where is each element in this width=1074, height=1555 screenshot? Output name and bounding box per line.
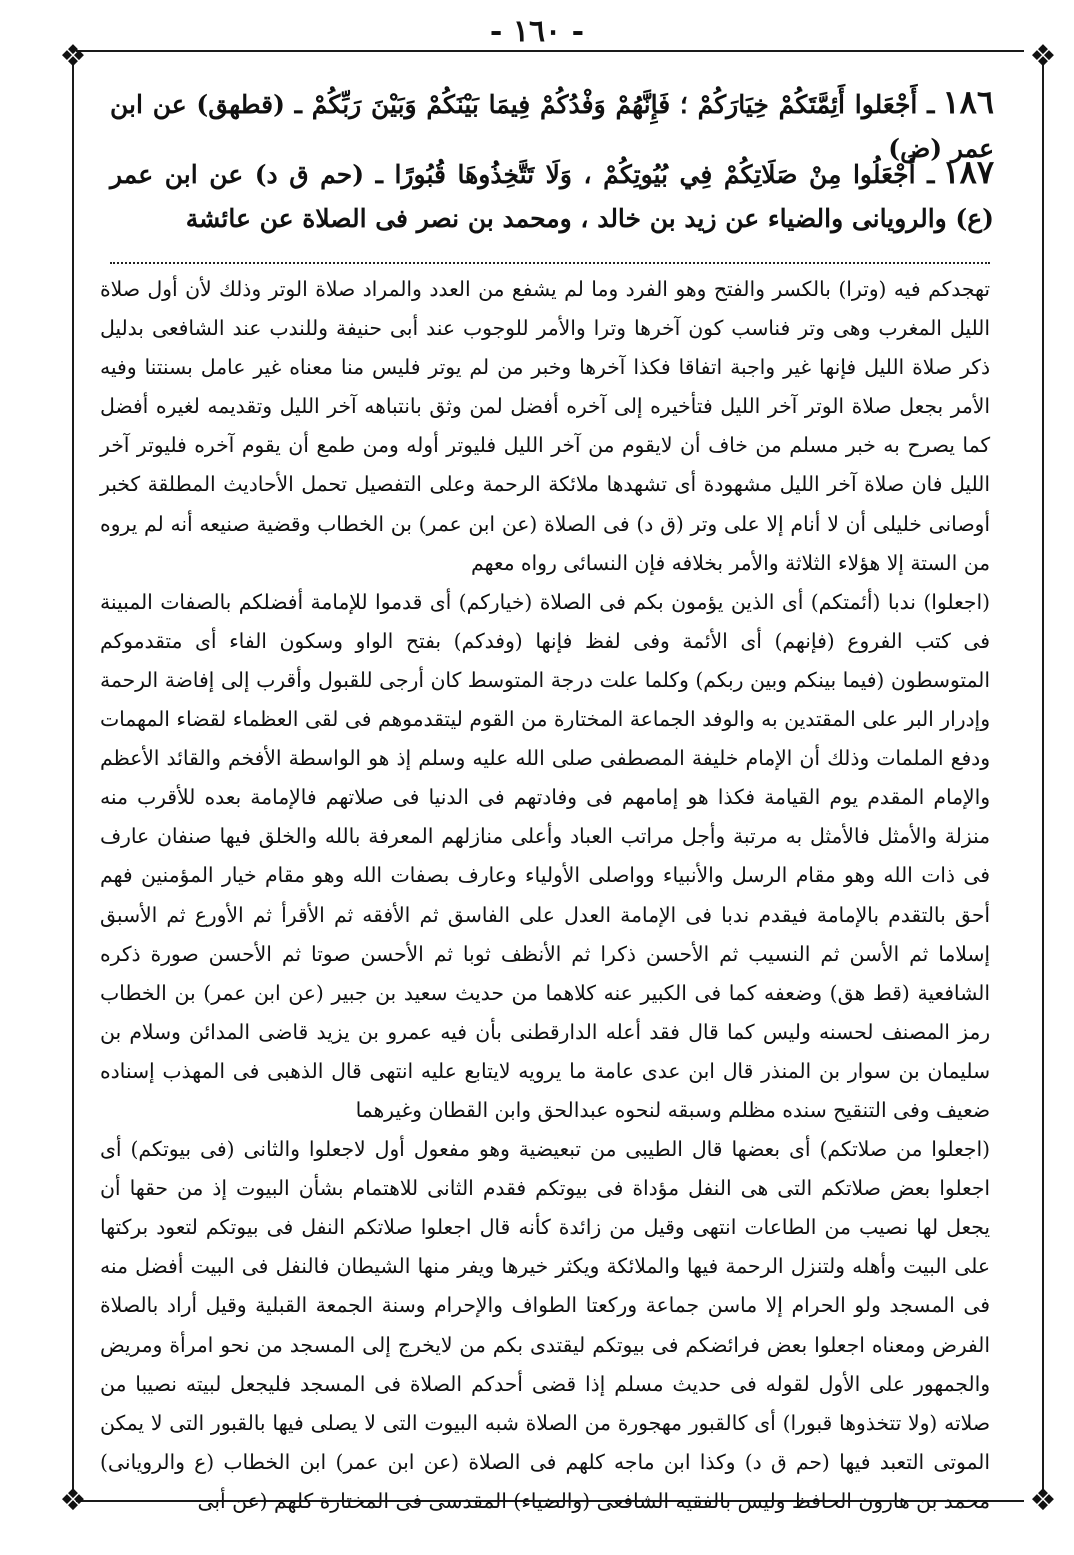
commentary-paragraph: (اجعلوا) ندبا (أئمتكم) أى الذين يؤمون بكم فى الصلاة (خياركم) أى قدموا للإمامة أفضلكم بالصفات المبينة فى كتب الفروع (فإنهم) أى الأئمة وفى لفظ فإنها (وفدكم) بفتح الواو وسكون الفاء أى متقدموكم المتوسطون (فيما بينكم وبين ربكم) وكلما علت درجة المتوسط كان أرجى للقبول وأقرب إلى إفاضة الرحمة وإدرار البر على المقتدين به والوفد الجماعة المختارة من القوم ليتقدموهم فى لقى العظماء لقضاء المهمات ودفع الملمات وذلك أن الإمام خليفة المصطفى صلى الله عليه وسلم إذ هو الواسطة الأفخم والقائد الأعظم والإمام المقدم يوم القيامة فكذا هو إمامهم فى وفادتهم فى الدنيا فى صلاتهم فالإمامة بعده للأقرب منه منزلة والأمثل فالأمثل به مرتبة وأجل مراتب العباد وأعلى منازلهم المعرفة بالله والخلق فيها صنفان عارف فى ذات الله وهو مقام الرسل والأنبياء وواصلى الأولياء وعارف بصفات الله وهو مقام خيار المؤمنين فهم أحق بالتقدم بالإمامة فيقدم ندبا فى الإمامة العدل على الفاسق ثم الأفقه ثم الأقرأ ثم الأورع ثم الأسبق إسلاما ثم الأسن ثم النسيب ثم الأحسن ذكرا ثم الأنظف ثوبا ثم الأحسن صوتا ثم الأحسن صورة ذكره الشافعية (قط هق) وضعفه كما فى الكبير عنه كلاهما من حديث سعيد بن جبير (عن ابن عمر) بن الخطاب رمز المصنف لحسنه وليس كما قال فقد أعله الدارقطنى بأن فيه عمرو بن يزيد قاضى المدائن وسلام بن سليمان بن سوار بن المنذر قال ابن عدى عامة ما يرويه لايتابع عليه انتهى قال الذهبى فى المهذب إسناده ضعيف وفى التنقيح سنده مظلم وسبقه لنحوه عبدالحق وابن القطان وغيرهما xyxy=(100,589,990,1122)
hadith-number: ١٨٧ xyxy=(942,153,994,191)
hadith-187 xyxy=(110,150,994,241)
corner-ornament-icon: ❖ xyxy=(1029,1483,1057,1518)
corner-ornament-icon: ❖ xyxy=(1029,39,1057,74)
hadith-text: ـ أَجْعَلُوا مِنْ صَلَاتِكُمْ فِي بُيُوتِكُمْ ، وَلَا تَتَّخِذُوهَا قُبُورًا ـ (حم ق د) عن ابن عمر (ع) والرويانى والضياء عن زيد بن خالد ، ومحمد بن نصر فى الصلاة عن عائشة xyxy=(110,160,994,233)
hadith-number: ١٨٦ xyxy=(942,83,994,121)
frame-right-rule xyxy=(1042,62,1044,1492)
page-number: - ١٦٠ - xyxy=(489,14,585,49)
commentary-paragraph: تهجدكم فيه (وترا) بالكسر والفتح وهو الفرد وما لم يشفع من العدد والمراد صلاة الوتر وذلك لأن أول صلاة الليل المغرب وهى وتر فناسب كون آخرها وترا والأمر للوجوب عند أبى حنيفة وللندب عند الشافعى بدليل ذكر صلاة الليل فإنها غير واجبة اتفاقا فكذا آخرها وخبر من لم يوتر فليس منا معناه غير عامل بسنتنا وفيه الأمر بجعل صلاة الوتر آخر الليل فتأخيره إلى آخره أفضل لمن وثق بانتباهه آخر الليل وتقديمه لغيره أفضل كما يصرح به خبر مسلم من خاف أن لايقوم من آخر الليل فليوتر أوله ومن طمع أن يقوم آخره فليوتر آخر الليل فان صلاة آخر الليل مشهودة أى تشهدها ملائكة الرحمة وعلى التفصيل تحمل الأحاديث المطلقة كخبر أوصانى خليلى أن لا أنام إلا على وتر (ق د) فى الصلاة (عن ابن عمر) بن الخطاب وقضية صنيعه أنه لم يروه من الستة إلا هؤلاء الثلاثة والأمر بخلافه فإن النسائى رواه معهم xyxy=(100,277,990,575)
frame-top-rule xyxy=(76,50,1024,52)
separator-line xyxy=(110,262,990,264)
corner-ornament-icon: ❖ xyxy=(59,1483,87,1518)
hadith-text: ـ أَجْعَلوا أَئِمَّتَكُمْ خِيَارَكُمْ ؛ فَإِنَّهُمْ وَفْدُكُمْ فِيمَا بَيْنَكُمْ وَبَيْنَ رَبِّكُمْ ـ (قطهق) عن ابن عمر (ض) xyxy=(110,90,994,163)
frame-left-rule xyxy=(72,62,74,1492)
commentary xyxy=(100,270,990,1521)
corner-ornament-icon: ❖ xyxy=(59,39,87,74)
commentary-paragraph: (اجعلوا من صلاتكم) أى بعضها قال الطيبى من تبعيضية وهو مفعول أول لاجعلوا والثانى (فى بيوتكم) أى اجعلوا بعض صلاتكم التى هى النفل مؤداة فى بيوتكم فقدم الثانى للاهتمام بشأن البيوت إذ من حقها أن يجعل لها نصيب من الطاعات انتهى وقيل من زائدة كأنه قال اجعلوا صلاتكم النفل فى بيوتكم لتعود بركتها على البيت وأهله ولتنزل الرحمة فيها والملائكة ويكثر خيرها ويفر منها الشيطان فالنفل فى البيت أفضل منه فى المسجد ولو الحرام إلا ماسن جماعة وركعتا الطواف والإحرام وسنة الجمعة القبلية وقيل أراد بالصلاة الفرض ومعناه اجعلوا بعض فرائضكم فى بيوتكم ليقتدى بكم من لايخرج إلى المسجد من نحو امرأة ومريض والجمهور على الأول لقوله فى حديث مسلم إذا قضى أحدكم الصلاة فى المسجد فليجعل لبيته نصيبا من صلاته (ولا تتخذوها قبورا) أى كالقبور مهجورة من الصلاة شبه البيوت التى لا يصلى فيها بالقبور التى لا يمكن الموتى التعبد فيها (حم ق د) وكذا ابن ماجه كلهم فى الصلاة (عن ابن عمر) ابن الخطاب (ع والرويانى) محمد بن هارون الحافظ وليس بالفقيه الشافعى (والضياء) المقدسى فى المختارة كلهم (عن أبى xyxy=(100,1137,990,1513)
